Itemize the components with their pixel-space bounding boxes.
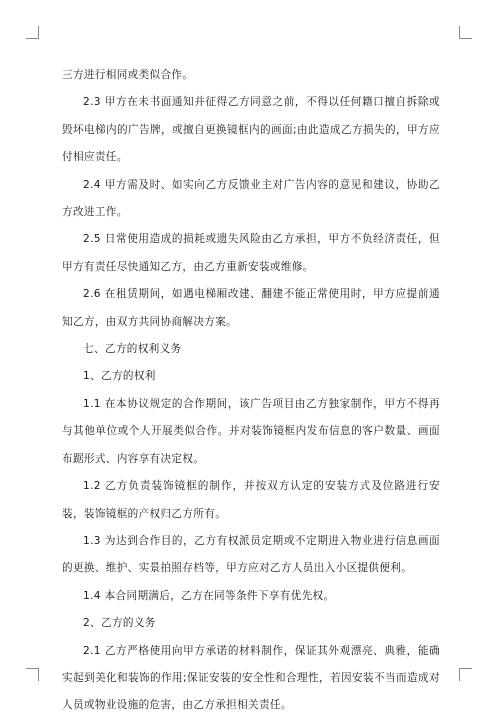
paragraph-clause-2-3: 2.3 甲方在未书面通知并征得乙方同意之前，不得以任何籍口擅自拆除或毁坏电梯内的广告牌，或擅自更换镜框内的画面;由此造成乙方损失的，甲方应付相应责任。 bbox=[62, 96, 440, 164]
paragraph-continuation: 三方进行相同或类似合作。 bbox=[62, 69, 194, 81]
subsection-heading-obligations: 2、乙方的义务 bbox=[83, 617, 156, 630]
paragraph-clause-2-4: 2.4 甲方需及时、如实向乙方反馈业主对广告内容的意见和建议，协助乙方改进工作。 bbox=[62, 178, 440, 219]
subsection-heading-rights: 1、乙方的权利 bbox=[83, 370, 156, 383]
paragraph-clause-1-3: 1.3 为达到合作目的，乙方有权派员定期或不定期进入物业进行信息画面的更换、维护、实景拍照存档等，甲方应对乙方人员出入小区提供便利。 bbox=[62, 534, 440, 575]
paragraph-clause-1-1: 1.1 在本协议规定的合作期间，该广告项目由乙方独家制作，甲方不得再与其他单位或个人开展类似合作。并对装饰镜框内发布信息的客户数量、画面布踞形式、内容享有决定权。 bbox=[62, 397, 440, 465]
paragraph-clause-1-4: 1.4 本合同期满后，乙方在同等条件下享有优先权。 bbox=[83, 589, 335, 602]
crop-mark-top-left bbox=[26, 26, 39, 39]
paragraph-clause-2-5: 2.5 日常使用造成的损耗或遗失风险由乙方承担，甲方不负经济责任，但甲方有责任尽快通知乙方，由乙方重新安装或维修。 bbox=[62, 233, 440, 273]
paragraph-clause-2-1: 2.1 乙方严格使用向甲方承诺的材料制作，保证其外观漂亮、典雅，能确实起到美化和装饰的作用;保证安装的安全性和合理性，若因安装不当而造成对人员或物业设施的危害，由乙方承担相关责任。 bbox=[62, 644, 440, 712]
crop-mark-bottom-left bbox=[26, 668, 39, 681]
paragraph-clause-2-6: 2.6 在租赁期间，如遇电梯厢改建、翻建不能正常使用时，甲方应提前通知乙方，由双方共同协商解决方案。 bbox=[62, 288, 440, 328]
crop-mark-top-right bbox=[459, 26, 472, 39]
crop-mark-bottom-right bbox=[459, 668, 472, 681]
document-body bbox=[62, 62, 440, 720]
paragraph-clause-1-2: 1.2 乙方负责装饰镜框的制作，并按双方认定的安装方式及位路进行安装，装饰镜框的产权归乙方所有。 bbox=[62, 480, 440, 520]
section-heading-7: 七、乙方的权利义务 bbox=[83, 343, 182, 356]
